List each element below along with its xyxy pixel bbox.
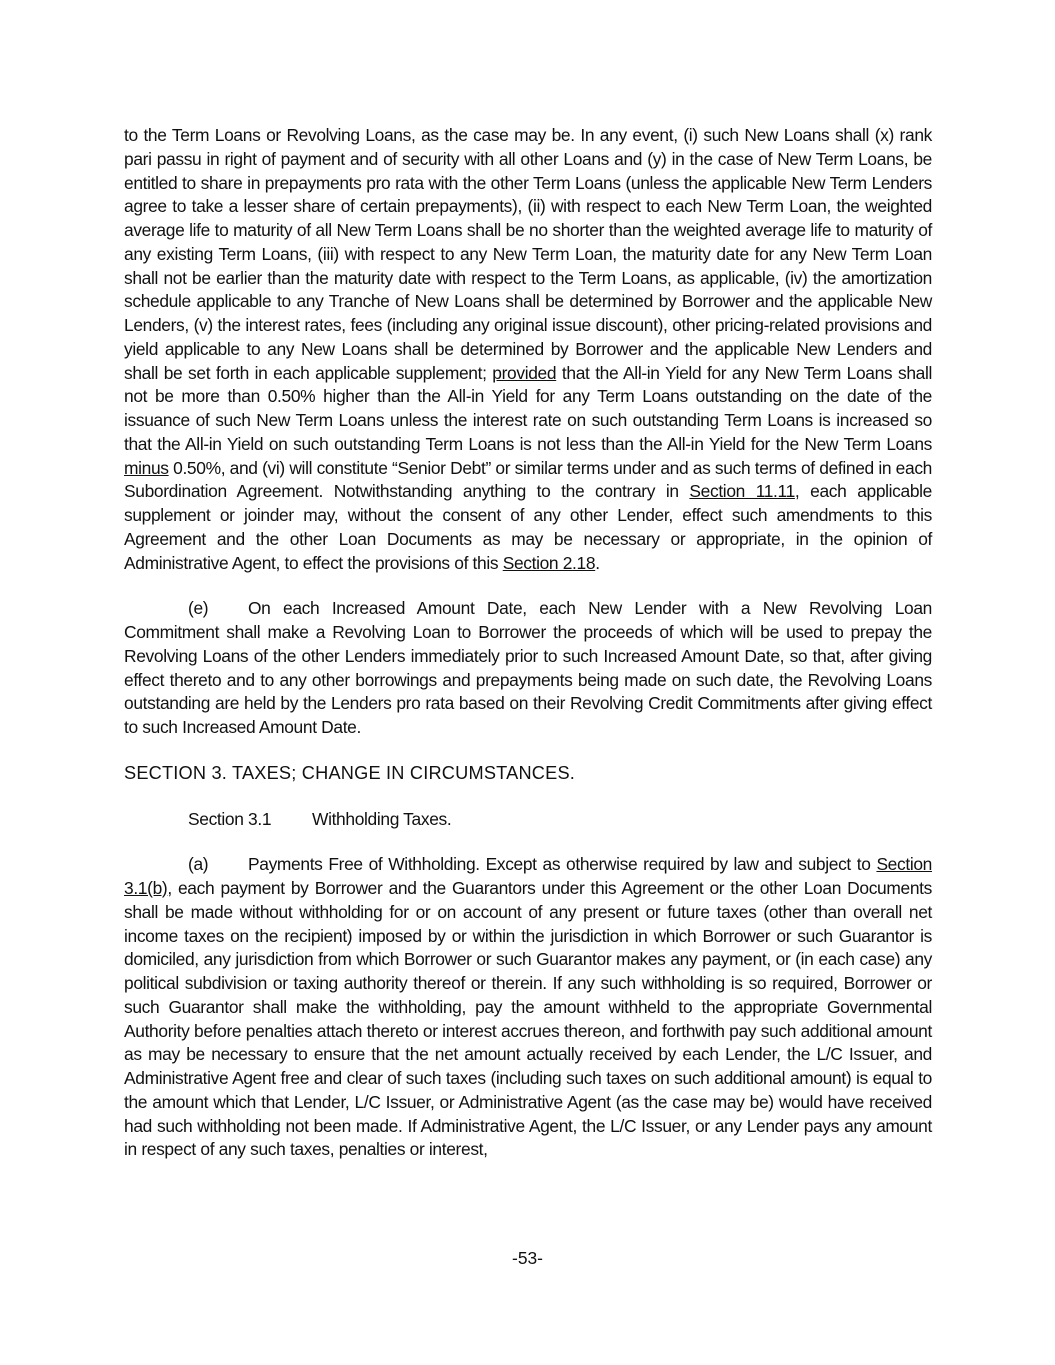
paragraph-label: (a) bbox=[188, 854, 209, 875]
paragraph-text: On each Increased Amount Date, each New Lender with a New Revolving Loan Commitment shall make a Revolving Loan to Borrower the proceeds of which will be used to prepay the Revolving Loans of the other Lenders immediately prior to such Increased Amount Date, so that, after giving effect thereto and to any other borrowings and prepayments being made on such date, the Revolving Loans outstanding are held by the Lenders pro rata based on their Revolving Credit Commitments after giving effect to such Increased Amount Date. bbox=[124, 598, 932, 737]
paragraph-text: 0.50%, and (vi) will constitute “Senior Debt” or similar terms under and as such terms of defined in each Subordination Agreement. Notwithstanding anything to the contrary in bbox=[124, 457, 932, 502]
subsection-title: Withholding Taxes. bbox=[312, 808, 452, 829]
minus-term: minus bbox=[124, 457, 169, 478]
paragraph-text: that the All-in Yield for any New Term Loans shall not be more than 0.50% higher than the All-in Yield for any Term Loans outstanding on the date of the issuance of such New Term Loans unless the interest rate on such outstanding Term Loans is increased so that the All-in Yield on such outstanding Term Loans is not less than the All-in Yield for the New Term Loans bbox=[124, 362, 932, 454]
section-heading: SECTION 3. TAXES; CHANGE IN CIRCUMSTANCES. bbox=[124, 762, 576, 783]
paragraph-text: , each applicable supplement or joinder may, without the consent of any other Lender, effect such amendments to this Agreement and the other Loan Documents as may be necessary or appropriate, in the opinion of Administrative Agent, to effect the provisions of this bbox=[124, 481, 933, 573]
document-body bbox=[124, 124, 932, 1162]
page-number: -53- bbox=[512, 1248, 543, 1268]
subsection-number: Section 3.1 bbox=[188, 808, 272, 829]
section-reference-link: Section 3.1(b) bbox=[124, 854, 932, 898]
paragraph-continuation bbox=[124, 124, 932, 575]
paragraph-text: Payments Free of Withholding. Except as otherwise required by law and subject to bbox=[248, 854, 877, 875]
paragraph-text: . bbox=[595, 552, 600, 573]
paragraph-label: (e) bbox=[188, 598, 209, 619]
paragraph-text: to the Term Loans or Revolving Loans, as the case may be. In any event, (i) such New Loans shall (x) rank pari passu in right of payment and of security with all other Loans and (y) in the case of New Term Loans, be entitled to share in prepayments pro rata with the other Term Loans (unless the applicable New Term Lenders agree to take a lesser share of certain prepayments), (ii) with respect to each New Term Loan, the weighted average life to maturity of all New Term Loans shall be no shorter than the weighted average life to maturity of any existing Term Loans, (iii) with respect to any New Term Loan, the maturity date for any New Term Loan shall not be earlier than the maturity date with respect to the Term Loans, as applicable, (iv) the amortization schedule applicable to any Tranche of New Loans shall be determined by Borrower and the applicable New Lenders, (v) the interest rates, fees (including any original issue discount), other pricing-related provisions and yield applicable to any New Loans shall be determined by Borrower and the applicable New Lenders and shall be set forth in each applicable supplement; bbox=[124, 125, 932, 383]
paragraph-e bbox=[124, 597, 932, 740]
paragraph-text: , each payment by Borrower and the Guarantors under this Agreement or the other Loan Documents shall be made without withholding for or on account of any present or future taxes (other than overall net income taxes on the recipient) imposed by or within the jurisdiction in which Borrower or such Guarantor is domiciled, any jurisdiction from which Borrower or such Guarantor makes any payment, or (in each case) any political subdivision or taxing authority thereof or therein. If any such withholding is so required, Borrower or such Guarantor shall make the withholding, pay the amount withheld to the appropriate Governmental Authority before penalties attach thereto or interest accrues thereon, and forthwith pay such additional amount as may be necessary to ensure that the net amount actually received by each Lender, the L/C Issuer, and Administrative Agent free and clear of such taxes (including such taxes on such additional amount) is equal to the amount which that Lender, L/C Issuer, or Administrative Agent (as the case may be) would have received had such withholding not been made. If Administrative Agent, the L/C Issuer, or any Lender pays any amount in respect of any such taxes, penalties or interest, bbox=[124, 878, 932, 1160]
section-reference-link: Section 2.18 bbox=[502, 552, 596, 573]
subsection-heading bbox=[188, 808, 932, 832]
section-reference-link: Section 11.11 bbox=[689, 481, 795, 502]
provided-term: provided bbox=[492, 362, 557, 383]
paragraph-a bbox=[124, 853, 932, 1162]
